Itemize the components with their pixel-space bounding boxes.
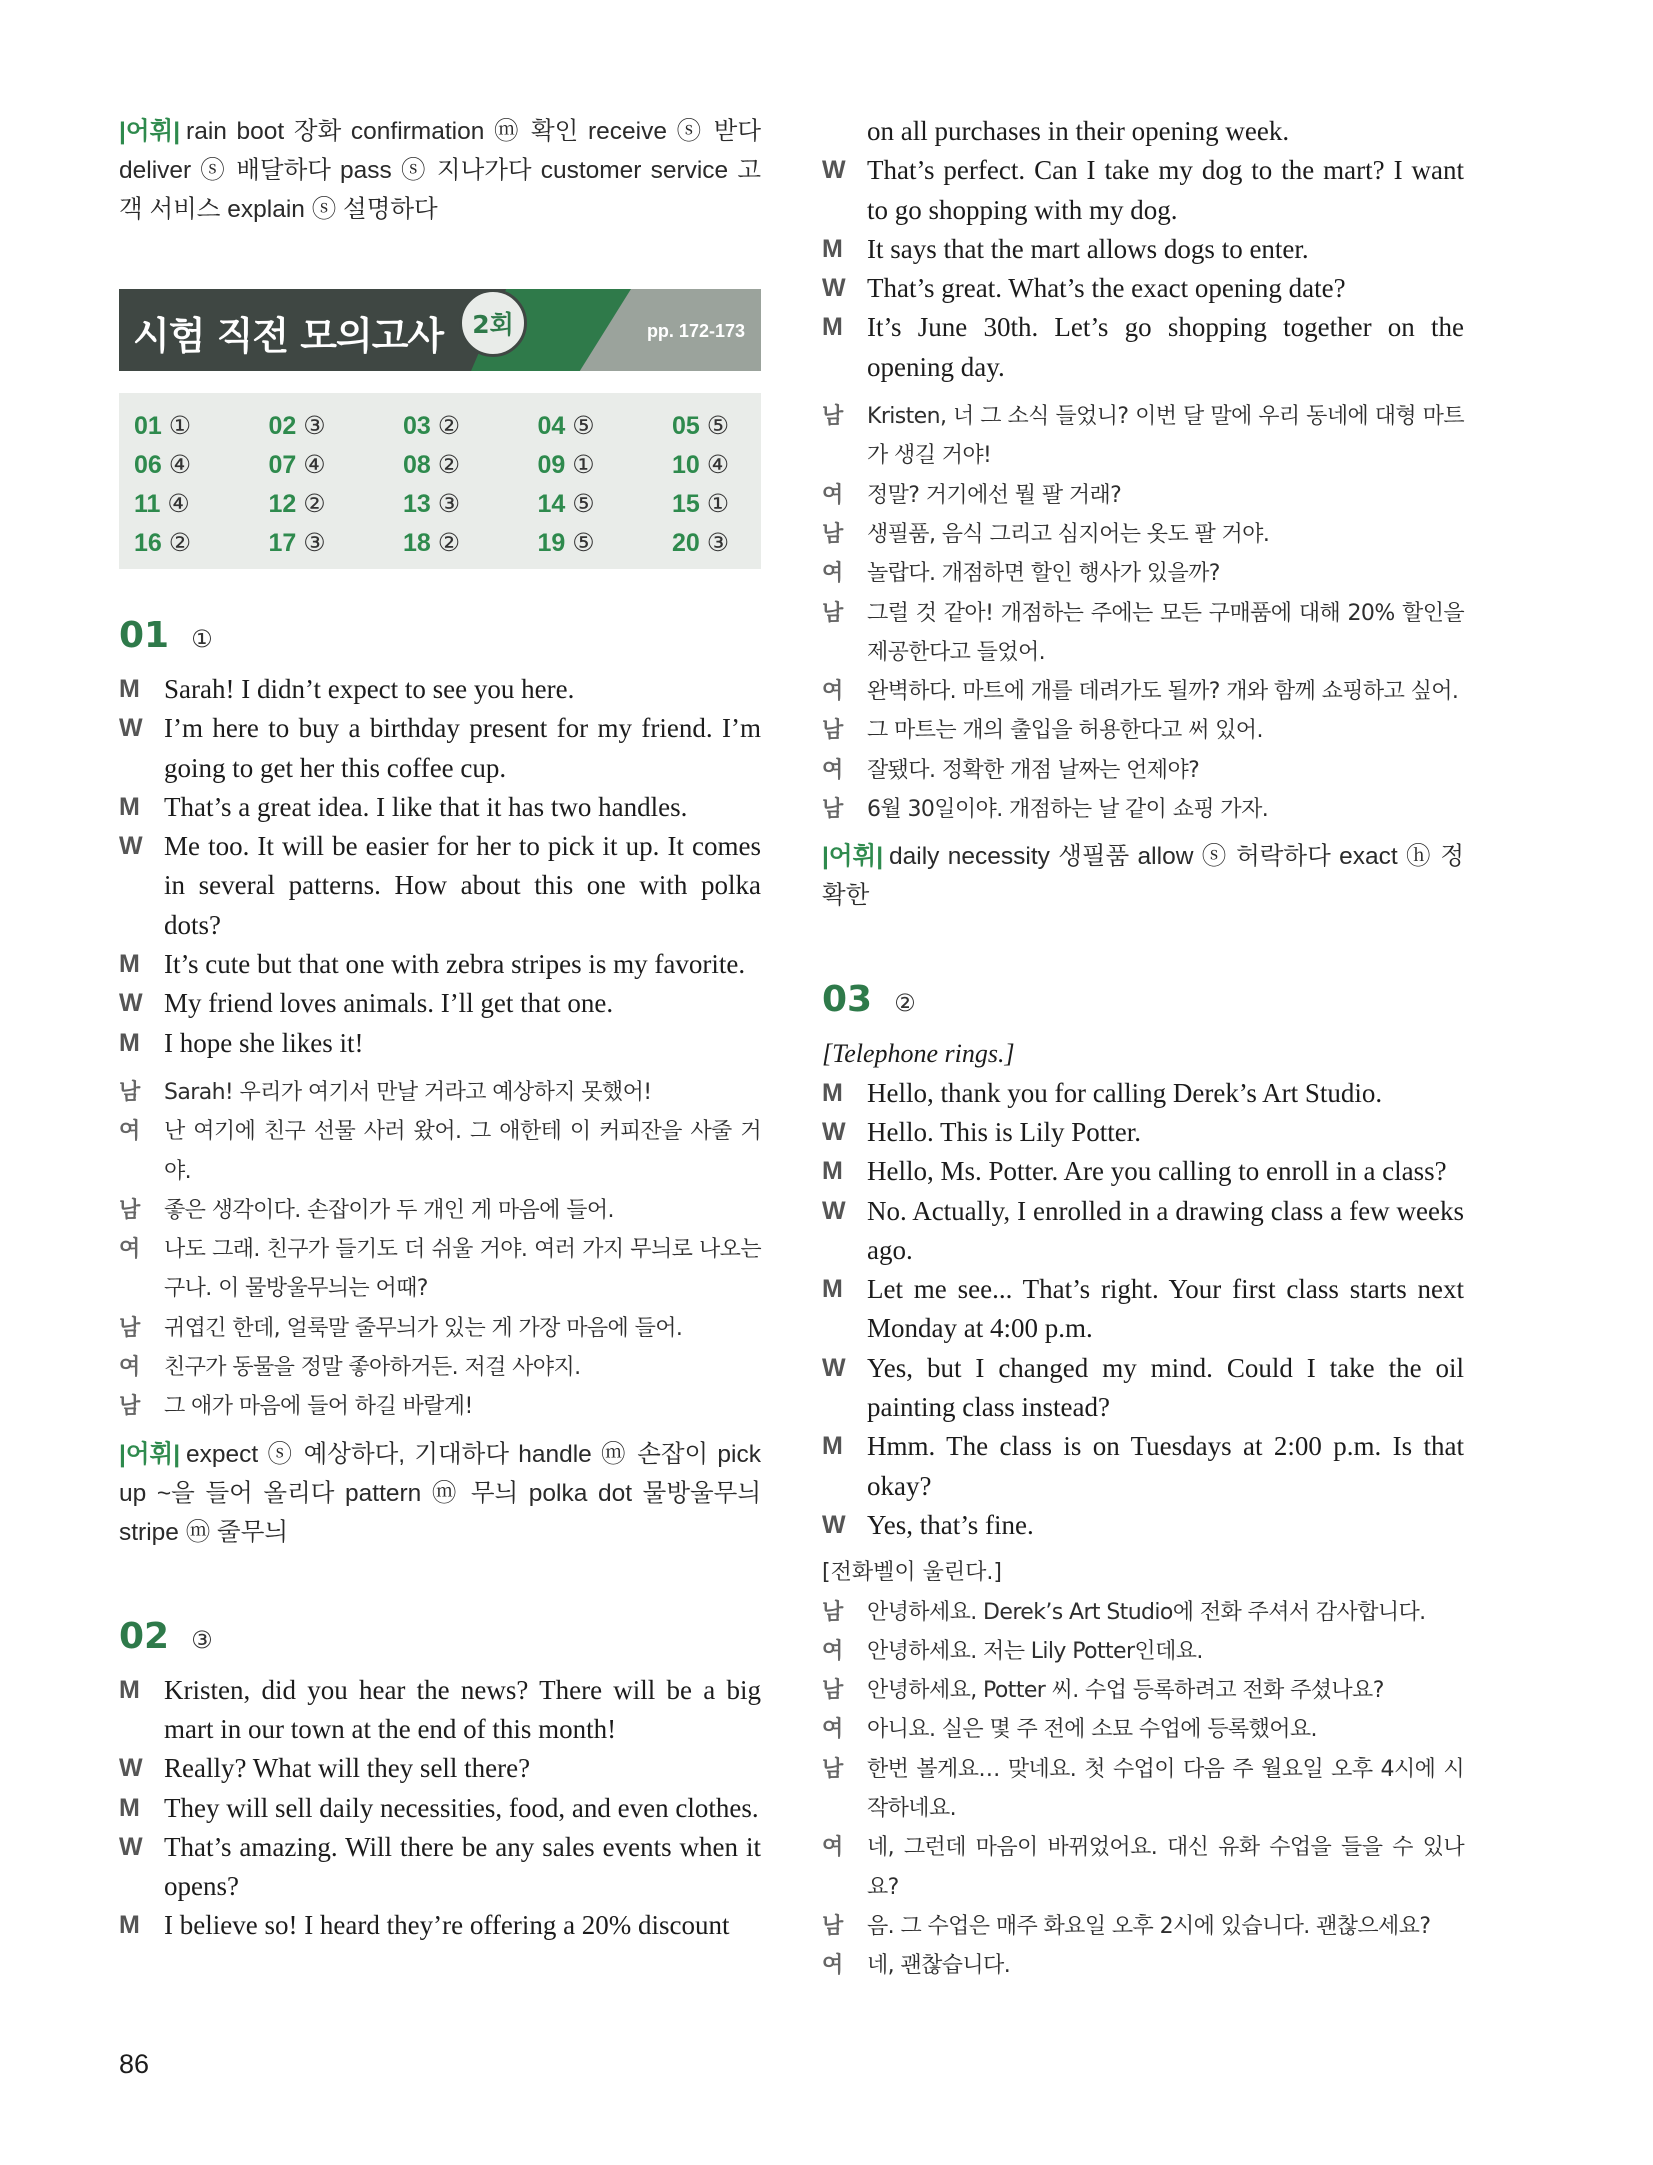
dialogue-line xyxy=(119,827,761,945)
line-text: I hope she likes it! xyxy=(164,1027,364,1058)
speaker-label: W xyxy=(822,156,846,185)
dialogue-line xyxy=(119,1387,761,1426)
speaker-label: M xyxy=(119,792,140,821)
dialogue-line xyxy=(822,1946,1464,1985)
round-badge: 2회 xyxy=(459,289,527,357)
dialogue-line xyxy=(822,1506,1464,1545)
left-column xyxy=(119,112,761,1946)
speaker-label: 남 xyxy=(822,521,843,547)
line-text: Hello, Ms. Potter. Are you calling to enroll in a class? xyxy=(867,1156,1447,1187)
speaker-label: 여 xyxy=(822,1638,843,1664)
speaker-label: 여 xyxy=(119,1355,140,1381)
dialogue-line xyxy=(119,1073,761,1112)
answer-key-item xyxy=(672,485,807,524)
line-text: That’s great. What’s the exact opening date? xyxy=(867,273,1346,304)
line-text: That’s a great idea. I like that it has two handles. xyxy=(164,791,688,822)
answer-choice: ② xyxy=(437,451,461,479)
speaker-label: 여 xyxy=(822,679,843,705)
dialogue-line xyxy=(822,1671,1464,1710)
dialogue-line xyxy=(119,1191,761,1230)
speaker-label: 남 xyxy=(822,797,843,823)
answer-key-item xyxy=(269,407,404,446)
answer-choice: ⑤ xyxy=(572,412,595,440)
speaker-label: 남 xyxy=(119,1315,140,1341)
answer-key-item xyxy=(538,407,673,446)
question-number: 19 xyxy=(537,529,566,557)
line-text: It’s June 30th. Let’s go shopping together on the opening day. xyxy=(867,312,1464,382)
line-text: 안녕하세요. 저는 Lily Potter인데요. xyxy=(867,1638,1203,1664)
line-text: 6월 30일이야. 개점하는 날 같이 쇼핑 가자. xyxy=(867,797,1269,823)
answer-key-item xyxy=(672,524,807,563)
dialogue-line xyxy=(822,1828,1464,1907)
question-number: 03 xyxy=(403,412,431,440)
speaker-label: M xyxy=(119,1911,140,1940)
section-number: 02 xyxy=(119,1615,170,1657)
dialogue-line xyxy=(822,672,1464,711)
speaker-label: 여 xyxy=(822,1717,843,1743)
speaker-label: 남 xyxy=(822,718,843,744)
question-number: 04 xyxy=(537,412,566,440)
dialogue-line xyxy=(822,1427,1464,1506)
speaker-label: 여 xyxy=(822,757,843,783)
line-text: 나도 그래. 친구가 들기도 더 쉬울 거야. 여러 가지 무늬로 나오는구나. 이 물방울무늬는 어때? xyxy=(164,1237,761,1302)
answer-choice: ④ xyxy=(706,451,730,479)
section-01-header xyxy=(119,615,761,656)
line-text: Kristen, did you hear the news? There will be a big mart in our town at the end of this month! xyxy=(164,1674,761,1744)
question-number: 15 xyxy=(672,490,700,518)
speaker-label: 여 xyxy=(822,1835,843,1861)
dialogue-line xyxy=(119,1828,761,1907)
dialogue-line xyxy=(119,788,761,827)
question-number: 05 xyxy=(672,412,700,440)
dialogue-line xyxy=(822,1710,1464,1749)
line-text: 생필품, 음식 그리고 심지어는 옷도 팔 거야. xyxy=(867,521,1270,547)
vocab-text: expect ⓢ 예상하다, 기대하다 handle ⓜ 손잡이 pick up ~을 들어 올리다 pattern ⓜ 무늬 polka dot 물방울무늬 stripe ⓜ 줄무늬 xyxy=(119,1440,761,1546)
line-text: 네, 괜찮습니다. xyxy=(867,1953,1011,1979)
speaker-label: W xyxy=(119,832,143,861)
speaker-label: 여 xyxy=(822,482,843,508)
line-text: 그 마트는 개의 출입을 허용한다고 써 있어. xyxy=(867,718,1263,744)
vocab-text: daily necessity 생필품 allow ⓢ 허락하다 exact ⓗ 정확한 xyxy=(822,843,1464,910)
answer-choice: ⑤ xyxy=(706,412,730,440)
line-text: No. Actually, I enrolled in a drawing class a few weeks ago. xyxy=(867,1195,1464,1265)
line-text: Yes, that’s fine. xyxy=(867,1509,1034,1540)
dialogue-line xyxy=(822,1593,1464,1632)
dialogue-line xyxy=(822,112,1464,151)
answer-choice: ② xyxy=(303,490,326,518)
line-text: 친구가 동물을 정말 좋아하거든. 저걸 사야지. xyxy=(164,1355,581,1381)
answer-key-item xyxy=(269,524,404,563)
dialogue-line xyxy=(119,1230,761,1309)
line-text: That’s perfect. Can I take my dog to the mart? I want to go shopping with my dog. xyxy=(867,155,1464,225)
dialogue-line xyxy=(822,711,1464,750)
line-text: 한번 볼게요… 맞네요. 첫 수업이 다음 주 월요일 오후 4시에 시작하네요. xyxy=(867,1756,1464,1821)
line-text: My friend loves animals. I’ll get that one. xyxy=(164,988,614,1019)
dialogue-line xyxy=(822,397,1464,476)
line-text: Sarah! 우리가 여기서 만날 거라고 예상하지 못했어! xyxy=(164,1079,652,1105)
speaker-label: M xyxy=(119,675,140,703)
line-text: Hello. This is Lily Potter. xyxy=(867,1116,1142,1147)
answer-key-item xyxy=(269,485,404,524)
line-text: 안녕하세요. Derek’s Art Studio에 전화 주셔서 감사합니다. xyxy=(867,1599,1426,1625)
speaker-label: M xyxy=(822,1078,843,1107)
answer-choice: ② xyxy=(437,412,461,440)
section-answer: ③ xyxy=(191,1625,213,1654)
speaker-label: 여 xyxy=(119,1237,140,1263)
dialogue-korean-03 xyxy=(822,1593,1464,1986)
answer-choice: ④ xyxy=(168,451,192,479)
dialogue-line xyxy=(119,1749,761,1788)
speaker-label: W xyxy=(119,714,143,743)
speaker-label: M xyxy=(119,1793,140,1822)
answer-key-item xyxy=(538,485,673,524)
speaker-label: W xyxy=(822,1196,846,1225)
dialogue-line xyxy=(822,230,1464,269)
dialogue-line xyxy=(822,1750,1464,1829)
dialogue-line xyxy=(119,945,761,984)
line-text: 네, 그런데 마음이 바뀌었어요. 대신 유화 수업을 들을 수 있나요? xyxy=(867,1835,1464,1900)
answer-choice: ① xyxy=(706,490,730,518)
dialogue-english-03 xyxy=(822,1074,1464,1546)
dialogue-line xyxy=(822,1632,1464,1671)
dialogue-line xyxy=(822,790,1464,829)
vocab-tag: |어휘| xyxy=(822,843,884,871)
line-text: 음. 그 수업은 매주 화요일 오후 2시에 있습니다. 괜찮으세요? xyxy=(867,1913,1431,1939)
question-number: 08 xyxy=(403,451,431,479)
answer-choice: ⑤ xyxy=(572,490,595,518)
dialogue-line xyxy=(822,594,1464,673)
speaker-label: 남 xyxy=(822,600,843,626)
dialogue-line xyxy=(822,308,1464,387)
line-text: Me too. It will be easier for her to pick it up. It comes in several patterns. How about this one with polka dots? xyxy=(164,831,761,940)
speaker-label: 남 xyxy=(822,1756,843,1782)
answer-key-item xyxy=(134,485,269,524)
answer-key-item xyxy=(403,446,538,485)
section-answer: ② xyxy=(894,989,916,1018)
dialogue-line xyxy=(822,515,1464,554)
question-number: 13 xyxy=(403,490,431,518)
answer-choice: ② xyxy=(168,529,192,557)
answer-choice: ⑤ xyxy=(572,529,595,557)
speaker-label: 남 xyxy=(822,404,843,430)
stage-direction-korean: [전화벨이 울린다.] xyxy=(822,1560,1002,1586)
answer-choice: ① xyxy=(572,451,595,479)
line-text: It says that the mart allows dogs to enter. xyxy=(867,233,1309,264)
question-number: 12 xyxy=(268,490,297,518)
speaker-label: M xyxy=(822,1157,843,1186)
speaker-label: 남 xyxy=(822,1913,843,1939)
dialogue-line xyxy=(822,476,1464,515)
vocab-tag: |어휘| xyxy=(119,1440,181,1468)
dialogue-line xyxy=(822,751,1464,790)
page-range: pp. 172-173 xyxy=(646,321,745,341)
line-text: 아니요. 실은 몇 주 전에 소묘 수업에 등록했어요. xyxy=(867,1717,1317,1743)
answer-key-item xyxy=(403,485,538,524)
dialogue-line xyxy=(119,1348,761,1387)
dialogue-line xyxy=(119,709,761,788)
question-number: 06 xyxy=(134,451,162,479)
dialogue-line xyxy=(822,1270,1464,1349)
section-02-header xyxy=(119,1616,761,1657)
dialogue-line xyxy=(822,1152,1464,1191)
line-text: I believe so! I heard they’re offering a 20% discount xyxy=(164,1910,730,1941)
dialogue-korean-02 xyxy=(822,397,1464,829)
question-number: 11 xyxy=(134,490,161,518)
question-number: 17 xyxy=(268,529,297,557)
section-number: 03 xyxy=(822,979,873,1021)
speaker-label: M xyxy=(119,1028,140,1057)
question-number: 10 xyxy=(672,451,700,479)
speaker-label: 여 xyxy=(822,1953,843,1979)
answer-choice: ① xyxy=(168,412,192,440)
dialogue-line xyxy=(119,1671,761,1750)
speaker-label: M xyxy=(822,313,843,342)
line-text: 귀엽긴 한데, 얼룩말 줄무늬가 있는 게 가장 마음에 들어. xyxy=(164,1315,683,1341)
dialogue-line xyxy=(822,151,1464,230)
speaker-label: 남 xyxy=(822,1599,843,1625)
answer-key-item xyxy=(134,446,269,485)
speaker-label: W xyxy=(822,1510,846,1539)
answer-choice: ③ xyxy=(437,490,461,518)
answer-key-item xyxy=(269,446,404,485)
line-text: Really? What will they sell there? xyxy=(164,1753,531,1784)
dialogue-line xyxy=(822,269,1464,308)
question-number: 16 xyxy=(134,529,162,557)
line-text: 좋은 생각이다. 손잡이가 두 개인 게 마음에 들어. xyxy=(164,1197,614,1223)
section-03-header xyxy=(822,979,1464,1020)
question-number: 09 xyxy=(537,451,566,479)
line-text: 그 애가 마음에 들어 하길 바랄게! xyxy=(164,1394,473,1420)
speaker-label: M xyxy=(119,1675,140,1704)
dialogue-line xyxy=(119,1024,761,1063)
vocab-02 xyxy=(822,837,1464,915)
answer-key-table xyxy=(119,393,761,569)
speaker-label: 남 xyxy=(119,1197,140,1223)
dialogue-line xyxy=(822,554,1464,593)
speaker-label: W xyxy=(822,1117,846,1146)
speaker-label: W xyxy=(822,1353,846,1382)
speaker-label: 남 xyxy=(119,1394,140,1420)
section-answer: ① xyxy=(191,625,213,653)
line-text: 그럴 것 같아! 개점하는 주에는 모든 구매품에 대해 20% 할인을 제공한다고 들었어. xyxy=(867,600,1464,665)
line-text: 난 여기에 친구 선물 사러 왔어. 그 애한테 이 커피잔을 사줄 거야. xyxy=(164,1119,761,1184)
speaker-label: M xyxy=(822,234,843,263)
question-number: 01 xyxy=(134,412,162,440)
question-number: 02 xyxy=(268,412,297,440)
line-text: 완벽하다. 마트에 개를 데려가도 될까? 개와 함께 쇼핑하고 싶어. xyxy=(867,679,1459,705)
dialogue-line xyxy=(822,1192,1464,1271)
line-text: 정말? 거기에선 뭘 팔 거래? xyxy=(867,482,1122,508)
answer-key-item xyxy=(403,524,538,563)
top-vocab xyxy=(119,112,761,229)
dialogue-line xyxy=(822,1074,1464,1113)
line-text: It’s cute but that one with zebra stripes is my favorite. xyxy=(164,949,746,980)
answer-choice: ④ xyxy=(303,451,326,479)
dialogue-line xyxy=(119,670,761,709)
answer-key-item xyxy=(134,524,269,563)
line-text: Sarah! I didn’t expect to see you here. xyxy=(164,674,575,704)
page-number: 86 xyxy=(119,2049,150,2079)
answer-key-item xyxy=(538,446,673,485)
right-column xyxy=(822,112,1464,1985)
dialogue-line xyxy=(119,1906,761,1945)
answer-key-item xyxy=(538,524,673,563)
speaker-label: W xyxy=(822,274,846,303)
speaker-label: W xyxy=(119,989,143,1018)
speaker-label: 남 xyxy=(822,1678,843,1704)
vocab-text: rain boot 장화 confirmation ⓜ 확인 receive ⓢ 받다 deliver ⓢ 배달하다 pass ⓢ 지나가다 customer service 고객 서비스 explain ⓢ 설명하다 xyxy=(119,118,761,223)
answer-choice: ② xyxy=(437,529,461,557)
dialogue-english-01 xyxy=(119,670,761,1063)
line-text: That’s amazing. Will there be any sales events when it opens? xyxy=(164,1831,761,1902)
dialogue-line xyxy=(119,1309,761,1348)
speaker-label: W xyxy=(119,1754,143,1783)
answer-key-item xyxy=(672,407,807,446)
question-number: 07 xyxy=(268,451,297,479)
dialogue-line xyxy=(119,984,761,1023)
line-text: 잘됐다. 정확한 개점 날짜는 언제야? xyxy=(867,757,1200,783)
question-number: 20 xyxy=(672,529,700,557)
line-text: I’m here to buy a birthday present for my friend. I’m going to get her this coffee cup. xyxy=(164,713,761,783)
line-text: 놀랍다. 개점하면 할인 행사가 있을까? xyxy=(867,561,1220,587)
dialogue-korean-01 xyxy=(119,1073,761,1427)
line-text: Kristen, 너 그 소식 들었니? 이번 달 말에 우리 동네에 대형 마트가 생길 거야! xyxy=(867,404,1464,469)
line-text: Let me see... That’s right. Your first class starts next Monday at 4:00 p.m. xyxy=(867,1274,1464,1344)
answer-choice: ③ xyxy=(706,529,730,557)
line-text: They will sell daily necessities, food, and even clothes. xyxy=(164,1792,759,1823)
speaker-label: M xyxy=(119,950,140,979)
line-text: Hmm. The class is on Tuesdays at 2:00 p.m. Is that okay? xyxy=(867,1431,1464,1501)
vocab-tag: |어휘| xyxy=(119,118,181,145)
dialogue-line xyxy=(822,1349,1464,1428)
line-text: Hello, thank you for calling Derek’s Art Studio. xyxy=(867,1077,1383,1108)
line-text: 안녕하세요, Potter 씨. 수업 등록하려고 전화 주셨나요? xyxy=(867,1678,1384,1704)
answer-choice: ③ xyxy=(303,529,326,557)
speaker-label: M xyxy=(822,1275,843,1304)
answer-key-item xyxy=(403,407,538,446)
speaker-label: W xyxy=(119,1832,143,1861)
question-number: 18 xyxy=(403,529,431,557)
question-number: 14 xyxy=(537,490,566,518)
speaker-label: 여 xyxy=(822,561,843,587)
dialogue-english-02-part1 xyxy=(119,1671,761,1946)
dialogue-line xyxy=(119,1789,761,1828)
speaker-label: 남 xyxy=(119,1079,140,1105)
dialogue-line xyxy=(119,1112,761,1191)
answer-choice: ④ xyxy=(167,490,190,518)
answer-choice: ③ xyxy=(303,412,326,440)
answer-key-item xyxy=(134,407,269,446)
banner-title: 시험 직전 모의고사 xyxy=(133,314,444,358)
vocab-01 xyxy=(119,1435,761,1552)
dialogue-line xyxy=(822,1113,1464,1152)
stage-direction: [Telephone rings.] xyxy=(822,1039,1015,1069)
dialogue-line xyxy=(822,1907,1464,1946)
line-text: Yes, but I changed my mind. Could I take the oil painting class instead? xyxy=(867,1352,1464,1423)
section-number: 01 xyxy=(119,615,170,656)
line-text: on all purchases in their opening week. xyxy=(867,116,1290,146)
speaker-label: M xyxy=(822,1432,843,1461)
answer-key-item xyxy=(672,446,807,485)
speaker-label: 여 xyxy=(119,1119,140,1145)
exam-banner xyxy=(119,289,761,371)
dialogue-english-02-part2 xyxy=(822,112,1464,387)
